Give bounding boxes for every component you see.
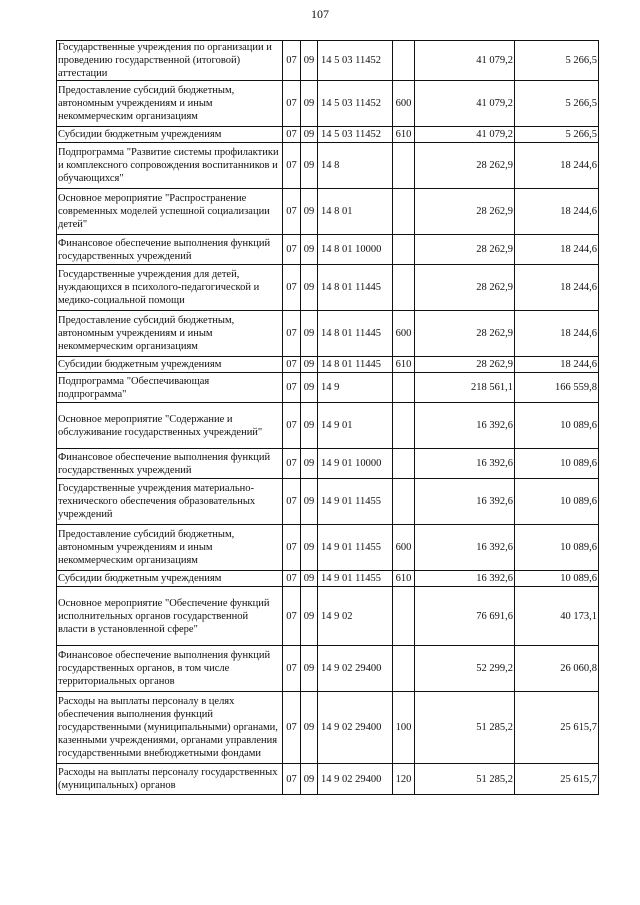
row-subsection: 09	[301, 143, 318, 189]
table-row	[57, 764, 599, 795]
row-amount-1: 16 392,6	[415, 571, 515, 587]
row-target-code: 14 9 01 11455	[318, 525, 393, 571]
row-amount-1: 28 262,9	[415, 357, 515, 373]
row-amount-2: 18 244,6	[515, 265, 599, 311]
row-section: 07	[283, 143, 301, 189]
row-subsection: 09	[301, 646, 318, 692]
row-subsection: 09	[301, 311, 318, 357]
row-amount-2: 25 615,7	[515, 692, 599, 764]
row-target-code: 14 9 01 11455	[318, 571, 393, 587]
row-amount-2: 18 244,6	[515, 311, 599, 357]
row-amount-1: 28 262,9	[415, 143, 515, 189]
table-row	[57, 449, 599, 479]
table-row	[57, 571, 599, 587]
row-target-code: 14 8 01 10000	[318, 235, 393, 265]
row-subsection: 09	[301, 235, 318, 265]
row-target-code: 14 9 01 11455	[318, 479, 393, 525]
row-section: 07	[283, 357, 301, 373]
row-amount-1: 41 079,2	[415, 41, 515, 81]
row-target-code: 14 8	[318, 143, 393, 189]
row-section: 07	[283, 692, 301, 764]
row-name: Государственные учреждения по организации и проведению государственной (итоговой) аттестации	[57, 41, 283, 81]
row-amount-1: 16 392,6	[415, 525, 515, 571]
row-expense-type: 600	[393, 525, 415, 571]
row-subsection: 09	[301, 587, 318, 646]
row-amount-2: 18 244,6	[515, 189, 599, 235]
table-row	[57, 587, 599, 646]
page-number: 107	[311, 7, 329, 21]
row-target-code: 14 9 02	[318, 587, 393, 646]
row-name: Предоставление субсидий бюджетным, автономным учреждениям и иным некоммерческим организациям	[57, 81, 283, 127]
table-row	[57, 81, 599, 127]
row-amount-1: 51 285,2	[415, 692, 515, 764]
row-subsection: 09	[301, 373, 318, 403]
row-name: Государственные учреждения материально-технического обеспечения образовательных учреждений	[57, 479, 283, 525]
row-amount-1: 52 299,2	[415, 646, 515, 692]
row-target-code: 14 9	[318, 373, 393, 403]
row-amount-1: 41 079,2	[415, 127, 515, 143]
row-amount-1: 218 561,1	[415, 373, 515, 403]
row-name: Субсидии бюджетным учреждениям	[57, 357, 283, 373]
row-target-code: 14 5 03 11452	[318, 127, 393, 143]
row-expense-type	[393, 403, 415, 449]
row-amount-2: 18 244,6	[515, 143, 599, 189]
row-name: Расходы на выплаты персоналу государственных (муниципальных) органов	[57, 764, 283, 795]
row-name: Предоставление субсидий бюджетным, автономным учреждениям и иным некоммерческим организациям	[57, 311, 283, 357]
row-subsection: 09	[301, 265, 318, 311]
table-row	[57, 373, 599, 403]
row-expense-type: 610	[393, 571, 415, 587]
row-amount-2: 10 089,6	[515, 449, 599, 479]
row-section: 07	[283, 587, 301, 646]
budget-table-body	[57, 41, 599, 795]
row-section: 07	[283, 41, 301, 81]
table-row	[57, 357, 599, 373]
row-subsection: 09	[301, 127, 318, 143]
row-subsection: 09	[301, 357, 318, 373]
row-name: Финансовое обеспечение выполнения функций государственных учреждений	[57, 235, 283, 265]
row-subsection: 09	[301, 479, 318, 525]
row-subsection: 09	[301, 41, 318, 81]
table-row	[57, 127, 599, 143]
row-section: 07	[283, 764, 301, 795]
table-row	[57, 235, 599, 265]
table-row	[57, 646, 599, 692]
row-expense-type: 610	[393, 127, 415, 143]
row-expense-type	[393, 41, 415, 81]
row-subsection: 09	[301, 764, 318, 795]
row-name: Субсидии бюджетным учреждениям	[57, 571, 283, 587]
row-target-code: 14 8 01 11445	[318, 357, 393, 373]
row-target-code: 14 5 03 11452	[318, 41, 393, 81]
row-subsection: 09	[301, 449, 318, 479]
row-name: Подпрограмма "Обеспечивающая подпрограмма"	[57, 373, 283, 403]
row-amount-2: 25 615,7	[515, 764, 599, 795]
row-expense-type: 120	[393, 764, 415, 795]
row-amount-1: 41 079,2	[415, 81, 515, 127]
row-amount-2: 5 266,5	[515, 81, 599, 127]
row-amount-2: 5 266,5	[515, 127, 599, 143]
row-subsection: 09	[301, 403, 318, 449]
row-subsection: 09	[301, 571, 318, 587]
row-subsection: 09	[301, 692, 318, 764]
table-row	[57, 41, 599, 81]
row-amount-2: 26 060,8	[515, 646, 599, 692]
table-row	[57, 403, 599, 449]
row-name: Государственные учреждения для детей, нуждающихся в психолого-педагогической и медико-социальной помощи	[57, 265, 283, 311]
row-target-code: 14 8 01 11445	[318, 311, 393, 357]
row-name: Основное мероприятие "Обеспечение функций исполнительных органов государственной власти в установленной сфере"	[57, 587, 283, 646]
row-amount-2: 10 089,6	[515, 403, 599, 449]
row-name: Субсидии бюджетным учреждениям	[57, 127, 283, 143]
row-target-code: 14 5 03 11452	[318, 81, 393, 127]
row-section: 07	[283, 479, 301, 525]
row-expense-type	[393, 235, 415, 265]
row-name: Расходы на выплаты персоналу в целях обеспечения выполнения функций государственными (муниципальными) органами, казенными учреждениями, органами управления государственными внебюджетными фондами	[57, 692, 283, 764]
row-expense-type	[393, 479, 415, 525]
row-amount-2: 5 266,5	[515, 41, 599, 81]
row-amount-1: 28 262,9	[415, 311, 515, 357]
budget-table	[56, 40, 599, 795]
table-row	[57, 525, 599, 571]
row-name: Основное мероприятие "Распространение современных моделей успешной социализации детей"	[57, 189, 283, 235]
row-section: 07	[283, 525, 301, 571]
row-target-code: 14 9 01	[318, 403, 393, 449]
row-amount-2: 10 089,6	[515, 525, 599, 571]
row-section: 07	[283, 571, 301, 587]
row-target-code: 14 9 02 29400	[318, 764, 393, 795]
row-expense-type: 610	[393, 357, 415, 373]
row-name: Подпрограмма "Развитие системы профилактики и комплексного сопровождения воспитанников и обучающихся"	[57, 143, 283, 189]
row-name: Финансовое обеспечение выполнения функций государственных учреждений	[57, 449, 283, 479]
row-subsection: 09	[301, 81, 318, 127]
table-row	[57, 692, 599, 764]
table-row	[57, 311, 599, 357]
table-row	[57, 265, 599, 311]
row-name: Основное мероприятие "Содержание и обслуживание государственных учреждений"	[57, 403, 283, 449]
row-section: 07	[283, 235, 301, 265]
row-expense-type: 600	[393, 311, 415, 357]
row-expense-type	[393, 646, 415, 692]
row-expense-type	[393, 265, 415, 311]
row-expense-type	[393, 449, 415, 479]
row-subsection: 09	[301, 189, 318, 235]
row-section: 07	[283, 646, 301, 692]
row-amount-1: 28 262,9	[415, 189, 515, 235]
row-amount-2: 18 244,6	[515, 357, 599, 373]
row-amount-2: 166 559,8	[515, 373, 599, 403]
row-expense-type	[393, 587, 415, 646]
row-expense-type	[393, 373, 415, 403]
row-expense-type: 100	[393, 692, 415, 764]
row-amount-1: 16 392,6	[415, 403, 515, 449]
row-section: 07	[283, 265, 301, 311]
row-amount-1: 28 262,9	[415, 265, 515, 311]
row-target-code: 14 8 01 11445	[318, 265, 393, 311]
row-amount-1: 28 262,9	[415, 235, 515, 265]
row-amount-1: 76 691,6	[415, 587, 515, 646]
row-section: 07	[283, 373, 301, 403]
row-section: 07	[283, 189, 301, 235]
row-amount-2: 18 244,6	[515, 235, 599, 265]
table-row	[57, 479, 599, 525]
row-section: 07	[283, 127, 301, 143]
row-target-code: 14 8 01	[318, 189, 393, 235]
row-subsection: 09	[301, 525, 318, 571]
row-section: 07	[283, 403, 301, 449]
row-amount-2: 10 089,6	[515, 479, 599, 525]
row-amount-1: 51 285,2	[415, 764, 515, 795]
row-expense-type	[393, 189, 415, 235]
row-section: 07	[283, 81, 301, 127]
row-target-code: 14 9 01 10000	[318, 449, 393, 479]
row-name: Предоставление субсидий бюджетным, автономным учреждениям и иным некоммерческим организациям	[57, 525, 283, 571]
row-amount-1: 16 392,6	[415, 479, 515, 525]
row-section: 07	[283, 449, 301, 479]
row-target-code: 14 9 02 29400	[318, 692, 393, 764]
row-expense-type	[393, 143, 415, 189]
row-section: 07	[283, 311, 301, 357]
table-row	[57, 143, 599, 189]
row-amount-1: 16 392,6	[415, 449, 515, 479]
row-amount-2: 40 173,1	[515, 587, 599, 646]
row-target-code: 14 9 02 29400	[318, 646, 393, 692]
row-expense-type: 600	[393, 81, 415, 127]
table-row	[57, 189, 599, 235]
row-amount-2: 10 089,6	[515, 571, 599, 587]
row-name: Финансовое обеспечение выполнения функций государственных органов, в том числе территориальных органов	[57, 646, 283, 692]
